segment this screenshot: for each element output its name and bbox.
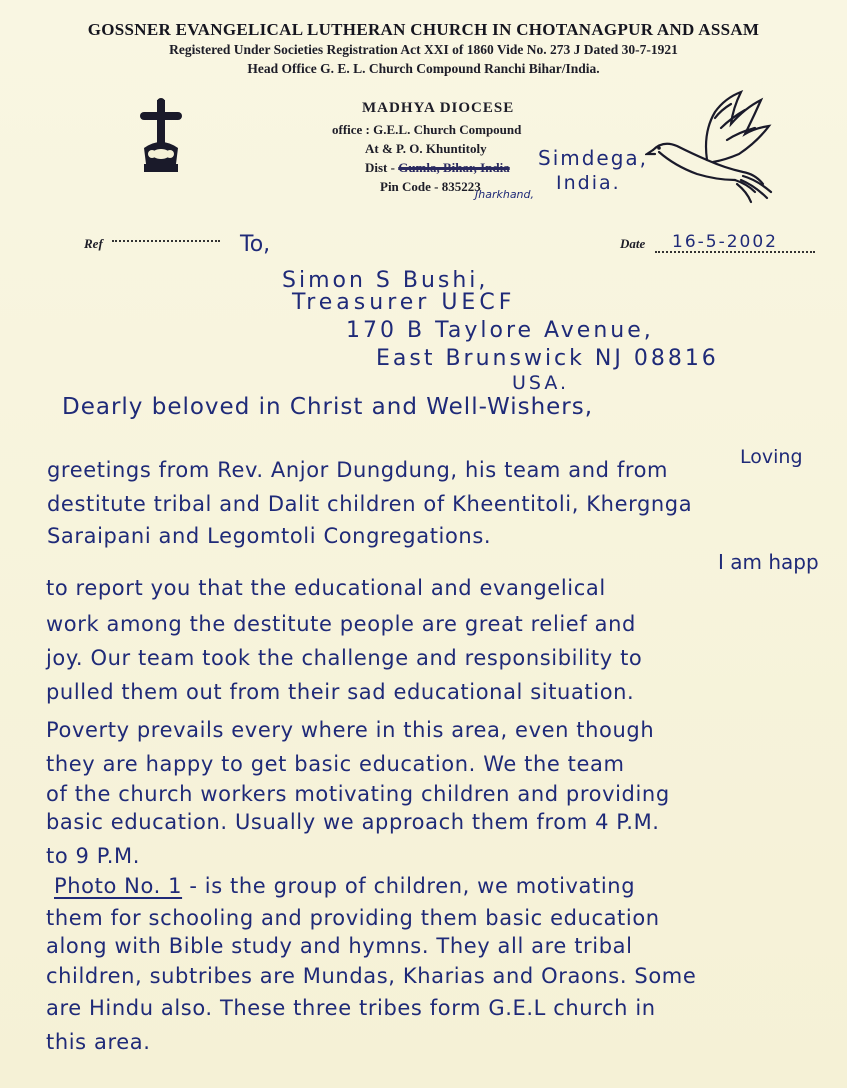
paragraph3-line: children, subtribes are Mundas, Kharias and Oraons. Some (46, 964, 697, 988)
paragraph2-line: of the church workers motivating children and providing (46, 782, 670, 806)
address-line5: USA. (512, 372, 570, 394)
cross-crown-icon (138, 98, 184, 178)
paragraph2-line: Poverty prevails every where in this area, even though (46, 718, 655, 742)
paragraph1-start: Loving (740, 446, 803, 468)
diocese-name: MADHYA DIOCESE (362, 100, 515, 116)
district-label: Dist - (365, 160, 399, 175)
paragraph1-line: greetings from Rev. Anjor Dungdung, his team and from (47, 458, 669, 482)
photo-reference: Photo No. 1 (54, 874, 183, 898)
ref-dotted-line (112, 240, 220, 242)
paragraph2-line: to report you that the educational and evangelical (46, 576, 606, 600)
ref-label: Ref (84, 236, 103, 251)
paragraph1-line: Saraipani and Legomtoli Congregations. (47, 524, 492, 548)
district-struck-text: Gumla, Bihar, India (398, 160, 510, 175)
paragraph3-line: this area. (46, 1030, 151, 1054)
office-address-line1: office : G.E.L. Church Compound (332, 122, 522, 137)
paragraph2-line: joy. Our team took the challenge and responsibility to (46, 646, 643, 670)
handwritten-date: 16-5-2002 (672, 232, 778, 252)
paragraph3-line: them for schooling and providing them basic education (46, 906, 660, 930)
paragraph2-line: to 9 P.M. (46, 844, 141, 868)
address-line4: East Brunswick NJ 08816 (376, 346, 719, 371)
paragraph3-line: along with Bible study and hymns. They all are tribal (46, 934, 633, 958)
pin-code: Pin Code - 835223 (380, 179, 481, 194)
paragraph1-line: destitute tribal and Dalit children of Kheentitoli, Khergnga (47, 492, 693, 516)
paragraph2-start: I am happ (718, 550, 819, 574)
registration-line: Registered Under Societies Registration Act XXI of 1860 Vide No. 273 J Dated 30-7-1921 (169, 42, 678, 57)
address-line1: Simon S Bushi, (282, 268, 489, 293)
paragraph2-line: they are happy to get basic education. We the team (46, 752, 625, 776)
handwritten-india: India. (556, 172, 621, 194)
district-line (365, 160, 510, 176)
salutation: Dearly beloved in Christ and Well-Wishers, (62, 394, 594, 420)
handwritten-jharkhand: Jharkhand, (475, 188, 535, 201)
office-address-line2: At & P. O. Khuntitoly (365, 141, 487, 156)
paragraph2-line: pulled them out from their sad educational situation. (46, 680, 635, 704)
address-line2: Treasurer UECF (292, 290, 516, 315)
address-to: To, (240, 232, 271, 257)
head-office-line: Head Office G. E. L. Church Compound Ranchi Bihar/India. (247, 61, 600, 76)
paragraph3-first-line-rest: - is the group of children, we motivating (182, 874, 636, 898)
letterhead-title: GOSSNER EVANGELICAL LUTHERAN CHURCH IN CHOTANAGPUR AND ASSAM (87, 20, 760, 39)
dove-icon (645, 88, 775, 213)
paragraph2-line: work among the destitute people are great relief and (46, 612, 636, 636)
paragraph2-line: basic education. Usually we approach them from 4 P.M. (46, 810, 660, 834)
paragraph3-line: are Hindu also. These three tribes form G.E.L church in (46, 996, 656, 1020)
address-line3: 170 B Taylore Avenue, (346, 318, 654, 343)
date-label: Date (620, 236, 646, 251)
handwritten-simdega: Simdega, (538, 146, 649, 170)
paragraph3-first-line (54, 874, 635, 898)
